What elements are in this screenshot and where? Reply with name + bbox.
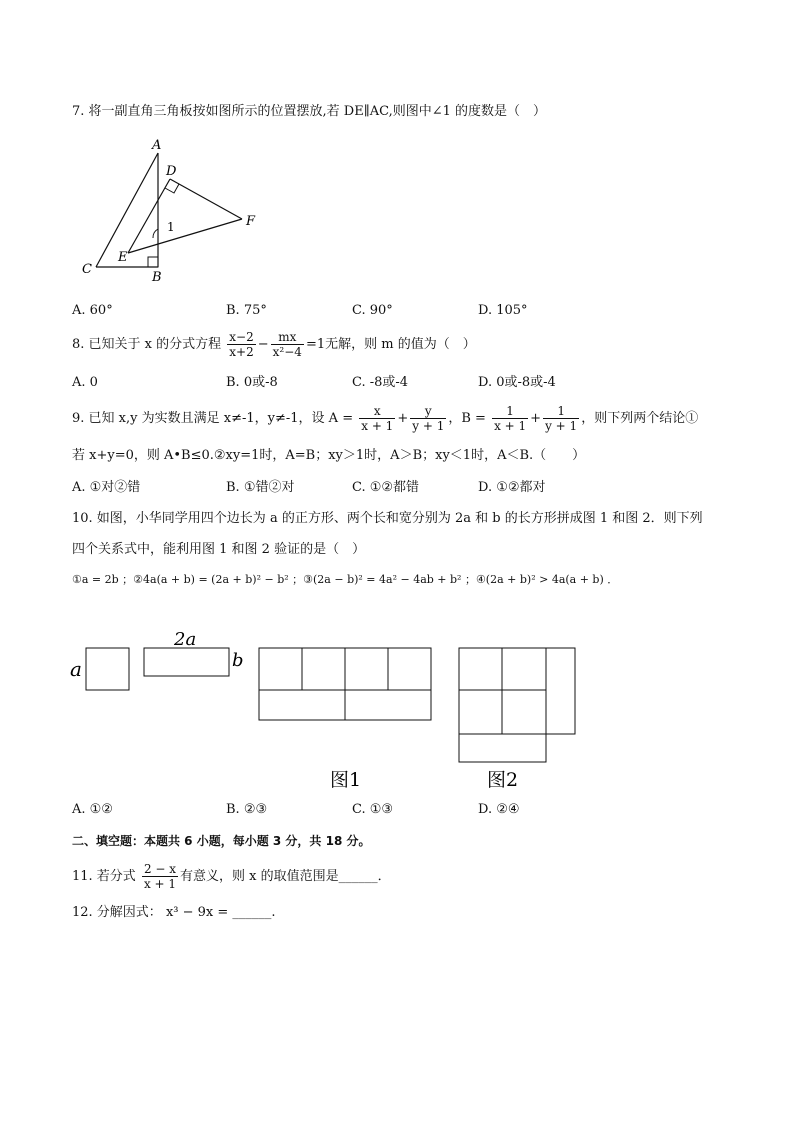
q8-fraction-2: $\frac{mx}{\text{x²−4}}$ [272,330,302,359]
label-A: A [152,138,162,153]
fig-label-2a: 2a [174,629,197,650]
label-E: E [118,250,128,265]
q9-option-c: C. ①②都错 [352,480,420,495]
fig-label-b: b [232,650,244,671]
q10-option-b: B. ②③ [226,802,268,817]
q9-b-frac-2: $\frac{1}{y + 1}$ [545,404,578,433]
q10-option-d: D. ②④ [478,802,520,817]
q9-a-eq: A = [328,411,354,426]
fig-label-a: a [70,657,82,681]
q9-prefix: 9. 已知 x,y 为实数且满足 x≠-1，y≠-1，设 [72,411,325,426]
q8-option-b: B. 0或-8 [226,375,278,390]
label-C: C [82,262,92,277]
q8-prefix: 8. 已知关于 x 的分式方程 [72,337,222,352]
q9-plus-b: + [530,411,542,426]
q9-option-a: A. ①对②错 [72,480,141,495]
q8-suffix: =1无解，则 m 的值为（ ） [305,337,476,352]
section-2-heading: 二、填空题：本题共 6 小题，每小题 3 分，共 18 分。 [72,834,371,848]
fig2-caption: 图2 [487,769,519,791]
q9-suffix: ，则下列两个结论① [581,411,699,426]
q10-figures [66,626,586,796]
q11-prefix: 11. 若分式 [72,869,136,884]
q7-option-d: D. 105° [478,303,528,318]
q11-suffix: 有意义，则 x 的取值范围是______． [180,869,391,884]
q12-line: 12. 分解因式： x³ − 9x = ______. [72,905,276,920]
q7-stem: 7. 将一副直角三角板按如图所示的位置摆放,若 DE∥AC,则图中∠1 的度数是（ ） [72,104,547,119]
q11-fraction: $\frac{2 - x}{x + 1}$ [143,862,177,891]
q9-line-1 [72,402,698,436]
q9-a-frac-1: $\frac{x}{x + 1}$ [361,404,394,433]
label-angle-1: 1 [167,220,175,234]
q9-b-frac-1: $\frac{1}{x + 1}$ [494,404,527,433]
label-F: F [246,214,256,229]
q10-relations: ①a = 2b ；②4a(a + b) = (2a + b)² − b² ；③(2a − b)² = 4a² − 4ab + b² ；④(2a + b)² > 4a(a + b) ． [72,573,619,586]
q8-option-a: A. 0 [72,375,98,390]
q10-line-1: 10. 如图，小华同学用四个边长为 a 的正方形、两个长和宽分别为 2a 和 b 的长方形拼成图 1 和图 2．则下列 [72,511,703,526]
q10-option-a: A. ①② [72,802,113,817]
q8-option-d: D. 0或-8或-4 [478,375,556,390]
q10-line-2: 四个关系式中，能利用图 1 和图 2 验证的是（ ） [72,542,366,557]
q8-option-c: C. -8或-4 [352,375,409,390]
q8-fraction-1: $\frac{x-2}{x+2}$ [229,330,254,359]
q7-option-a: A. 60° [72,303,113,318]
q8-minus: − [257,337,269,352]
q9-a-frac-2: $\frac{y}{y + 1}$ [412,404,445,433]
label-D: D [166,164,177,179]
label-B: B [152,270,162,285]
q10-option-c: C. ①③ [352,802,394,817]
fig1-caption: 图1 [330,769,362,791]
q9-plus-a: + [397,411,409,426]
q7-triangle-figure [70,135,270,285]
q9-option-d: D. ①②都对 [478,480,546,495]
q9-line-2: 若 x+y=0，则 A•B≤0.②xy=1时，A=B；xy＞1时，A＞B；xy＜1时，A＜B.（ ） [72,448,586,463]
q7-option-b: B. 75° [226,303,267,318]
q9-b-eq: ，B = [448,411,486,426]
q7-option-c: C. 90° [352,303,393,318]
q9-option-b: B. ①错②对 [226,480,295,495]
q8-line [72,328,476,362]
q11-line [72,860,391,894]
